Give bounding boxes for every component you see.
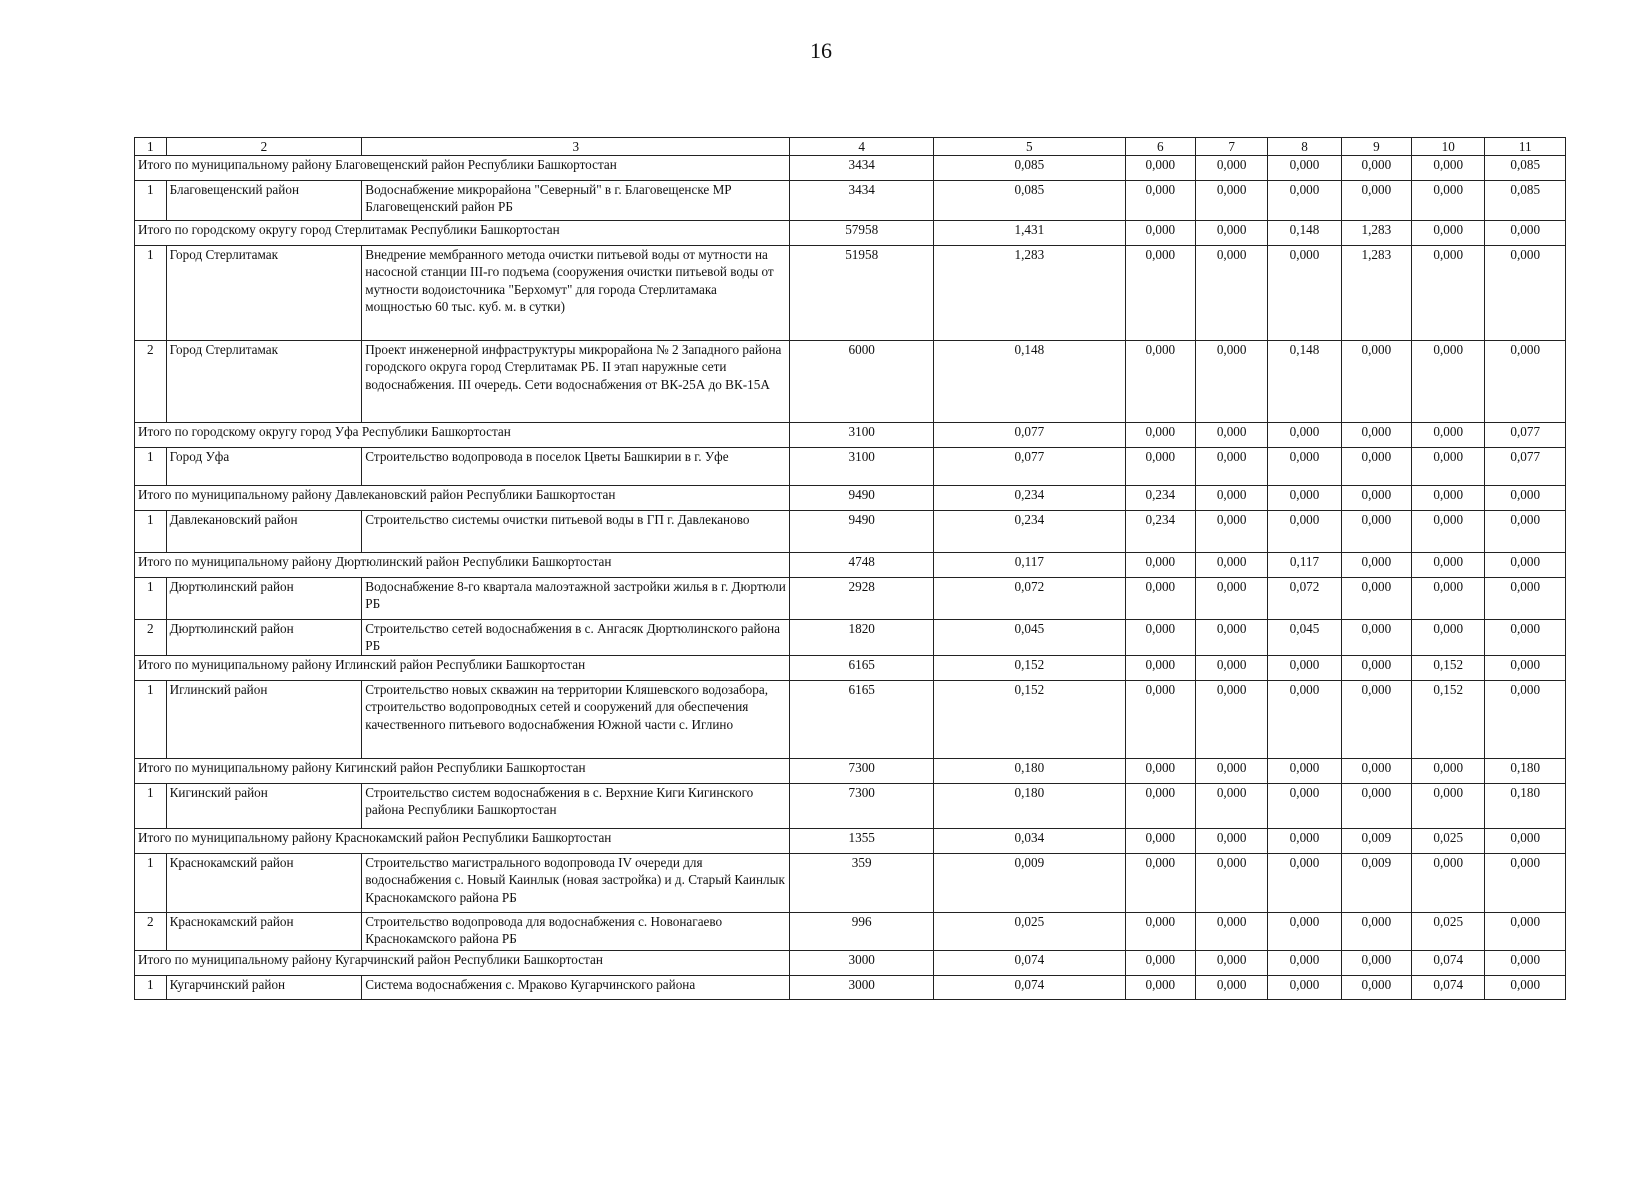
value-cell-c11: 0,000 — [1485, 975, 1566, 999]
district-cell: Дюртюлинский район — [166, 578, 362, 620]
project-cell: Строительство водопровода для водоснабжения с. Новонагаево Краснокамского района РБ — [362, 912, 790, 950]
value-cell-c10: 0,000 — [1412, 783, 1485, 828]
district-cell: Краснокамский район — [166, 853, 362, 912]
group-total-c5: 0,085 — [934, 156, 1126, 181]
group-total-c7: 0,000 — [1195, 423, 1267, 448]
value-cell-c4: 3100 — [790, 448, 934, 486]
group-total-c8: 0,117 — [1268, 553, 1341, 578]
value-cell-c5: 0,045 — [934, 620, 1126, 656]
value-cell-c5: 1,283 — [934, 246, 1126, 341]
value-cell-c11: 0,000 — [1485, 912, 1566, 950]
value-cell-c4: 3434 — [790, 181, 934, 221]
project-cell: Строительство водопровода в поселок Цветы Башкирии в г. Уфе — [362, 448, 790, 486]
group-total-label: Итого по муниципальному району Краснокамский район Республики Башкортостан — [135, 828, 790, 853]
group-total-c5: 0,077 — [934, 423, 1126, 448]
project-cell: Строительство систем водоснабжения в с. Верхние Киги Кигинского района Республики Башкортостан — [362, 783, 790, 828]
value-cell-c5: 0,234 — [934, 511, 1126, 553]
group-total-c5: 0,234 — [934, 486, 1126, 511]
value-cell-c6: 0,000 — [1125, 341, 1195, 423]
value-cell-c6: 0,000 — [1125, 448, 1195, 486]
group-total-row — [135, 758, 1566, 783]
column-number-cell: 5 — [934, 138, 1126, 156]
group-total-c11: 0,000 — [1485, 553, 1566, 578]
group-total-c9: 0,000 — [1341, 486, 1411, 511]
value-cell-c8: 0,000 — [1268, 511, 1341, 553]
project-cell: Строительство магистрального водопровода IV очереди для водоснабжения с. Новый Каинлык (новая застройка) и д. Старый Каинлык Краснокамского района РБ — [362, 853, 790, 912]
value-cell-c9: 1,283 — [1341, 246, 1411, 341]
value-cell-c4: 996 — [790, 912, 934, 950]
group-total-c8: 0,000 — [1268, 423, 1341, 448]
row-number-cell: 1 — [135, 181, 167, 221]
table-row — [135, 975, 1566, 999]
table-row — [135, 620, 1566, 656]
group-total-c10: 0,000 — [1412, 221, 1485, 246]
group-total-c8: 0,000 — [1268, 486, 1341, 511]
group-total-c4: 6165 — [790, 655, 934, 680]
group-total-c7: 0,000 — [1195, 486, 1267, 511]
value-cell-c9: 0,000 — [1341, 448, 1411, 486]
value-cell-c8: 0,000 — [1268, 680, 1341, 758]
group-total-c7: 0,000 — [1195, 758, 1267, 783]
value-cell-c10: 0,000 — [1412, 620, 1485, 656]
table-row — [135, 853, 1566, 912]
group-total-c6: 0,000 — [1125, 156, 1195, 181]
value-cell-c7: 0,000 — [1195, 912, 1267, 950]
group-total-c4: 3100 — [790, 423, 934, 448]
column-number-cell: 10 — [1412, 138, 1485, 156]
value-cell-c7: 0,000 — [1195, 341, 1267, 423]
district-cell: Дюртюлинский район — [166, 620, 362, 656]
group-total-c4: 57958 — [790, 221, 934, 246]
group-total-label: Итого по муниципальному району Кигинский район Республики Башкортостан — [135, 758, 790, 783]
value-cell-c5: 0,074 — [934, 975, 1126, 999]
value-cell-c4: 6000 — [790, 341, 934, 423]
group-total-c4: 1355 — [790, 828, 934, 853]
group-total-c10: 0,074 — [1412, 950, 1485, 975]
value-cell-c10: 0,074 — [1412, 975, 1485, 999]
value-cell-c7: 0,000 — [1195, 578, 1267, 620]
table-row — [135, 783, 1566, 828]
column-number-row — [135, 138, 1566, 156]
value-cell-c7: 0,000 — [1195, 620, 1267, 656]
group-total-c7: 0,000 — [1195, 156, 1267, 181]
group-total-c6: 0,000 — [1125, 828, 1195, 853]
column-number-cell: 3 — [362, 138, 790, 156]
value-cell-c8: 0,000 — [1268, 853, 1341, 912]
group-total-c11: 0,000 — [1485, 828, 1566, 853]
value-cell-c7: 0,000 — [1195, 448, 1267, 486]
row-number-cell: 2 — [135, 341, 167, 423]
page-number: 16 — [810, 38, 832, 63]
group-total-c11: 0,000 — [1485, 221, 1566, 246]
row-number-cell: 1 — [135, 975, 167, 999]
value-cell-c7: 0,000 — [1195, 783, 1267, 828]
value-cell-c7: 0,000 — [1195, 511, 1267, 553]
value-cell-c8: 0,000 — [1268, 975, 1341, 999]
column-number-cell: 1 — [135, 138, 167, 156]
row-number-cell: 1 — [135, 511, 167, 553]
value-cell-c6: 0,234 — [1125, 511, 1195, 553]
group-total-c6: 0,000 — [1125, 221, 1195, 246]
district-cell: Кигинский район — [166, 783, 362, 828]
group-total-c9: 0,000 — [1341, 553, 1411, 578]
value-cell-c11: 0,085 — [1485, 181, 1566, 221]
value-cell-c9: 0,000 — [1341, 578, 1411, 620]
group-total-c10: 0,000 — [1412, 758, 1485, 783]
group-total-c10: 0,000 — [1412, 156, 1485, 181]
group-total-c6: 0,000 — [1125, 553, 1195, 578]
column-number-cell: 6 — [1125, 138, 1195, 156]
value-cell-c11: 0,077 — [1485, 448, 1566, 486]
value-cell-c10: 0,152 — [1412, 680, 1485, 758]
value-cell-c5: 0,025 — [934, 912, 1126, 950]
group-total-c11: 0,180 — [1485, 758, 1566, 783]
value-cell-c10: 0,000 — [1412, 341, 1485, 423]
group-total-c9: 0,000 — [1341, 950, 1411, 975]
value-cell-c11: 0,000 — [1485, 620, 1566, 656]
value-cell-c8: 0,148 — [1268, 341, 1341, 423]
value-cell-c5: 0,077 — [934, 448, 1126, 486]
value-cell-c9: 0,009 — [1341, 853, 1411, 912]
group-total-c9: 0,000 — [1341, 423, 1411, 448]
row-number-cell: 1 — [135, 783, 167, 828]
value-cell-c8: 0,000 — [1268, 246, 1341, 341]
group-total-row — [135, 156, 1566, 181]
column-number-cell: 8 — [1268, 138, 1341, 156]
group-total-c9: 0,000 — [1341, 655, 1411, 680]
value-cell-c8: 0,000 — [1268, 181, 1341, 221]
group-total-c5: 0,034 — [934, 828, 1126, 853]
row-number-cell: 2 — [135, 620, 167, 656]
district-cell: Иглинский район — [166, 680, 362, 758]
value-cell-c9: 0,000 — [1341, 912, 1411, 950]
table-row — [135, 511, 1566, 553]
value-cell-c10: 0,000 — [1412, 511, 1485, 553]
group-total-label: Итого по муниципальному району Иглинский район Республики Башкортостан — [135, 655, 790, 680]
value-cell-c6: 0,000 — [1125, 853, 1195, 912]
value-cell-c7: 0,000 — [1195, 181, 1267, 221]
value-cell-c5: 0,009 — [934, 853, 1126, 912]
group-total-c10: 0,000 — [1412, 553, 1485, 578]
value-cell-c4: 359 — [790, 853, 934, 912]
row-number-cell: 1 — [135, 578, 167, 620]
group-total-c11: 0,000 — [1485, 950, 1566, 975]
value-cell-c5: 0,085 — [934, 181, 1126, 221]
table-row — [135, 680, 1566, 758]
value-cell-c10: 0,000 — [1412, 448, 1485, 486]
column-number-cell: 4 — [790, 138, 934, 156]
value-cell-c11: 0,000 — [1485, 511, 1566, 553]
value-cell-c9: 0,000 — [1341, 783, 1411, 828]
value-cell-c10: 0,000 — [1412, 181, 1485, 221]
group-total-c7: 0,000 — [1195, 828, 1267, 853]
group-total-c4: 4748 — [790, 553, 934, 578]
group-total-c6: 0,000 — [1125, 950, 1195, 975]
group-total-c8: 0,148 — [1268, 221, 1341, 246]
value-cell-c5: 0,072 — [934, 578, 1126, 620]
project-cell: Водоснабжение 8-го квартала малоэтажной застройки жилья в г. Дюртюли РБ — [362, 578, 790, 620]
group-total-c4: 7300 — [790, 758, 934, 783]
column-number-cell: 9 — [1341, 138, 1411, 156]
group-total-c5: 0,074 — [934, 950, 1126, 975]
group-total-c9: 0,009 — [1341, 828, 1411, 853]
value-cell-c6: 0,000 — [1125, 783, 1195, 828]
value-cell-c4: 3000 — [790, 975, 934, 999]
group-total-c8: 0,000 — [1268, 828, 1341, 853]
group-total-c10: 0,000 — [1412, 486, 1485, 511]
table-row — [135, 246, 1566, 341]
group-total-c6: 0,000 — [1125, 655, 1195, 680]
value-cell-c4: 7300 — [790, 783, 934, 828]
group-total-c7: 0,000 — [1195, 221, 1267, 246]
group-total-row — [135, 486, 1566, 511]
group-total-c11: 0,077 — [1485, 423, 1566, 448]
value-cell-c11: 0,000 — [1485, 246, 1566, 341]
group-total-row — [135, 553, 1566, 578]
project-cell: Строительство новых скважин на территории Кляшевского водозабора, строительство водопроводных сетей и сооружений для обеспечения качественного питьевого водоснабжения Южной части с. Иглино — [362, 680, 790, 758]
district-cell: Давлекановский район — [166, 511, 362, 553]
value-cell-c5: 0,148 — [934, 341, 1126, 423]
column-number-cell: 7 — [1195, 138, 1267, 156]
project-cell: Строительство системы очистки питьевой воды в ГП г. Давлеканово — [362, 511, 790, 553]
group-total-row — [135, 221, 1566, 246]
value-cell-c4: 1820 — [790, 620, 934, 656]
group-total-c6: 0,234 — [1125, 486, 1195, 511]
group-total-c8: 0,000 — [1268, 950, 1341, 975]
group-total-c8: 0,000 — [1268, 156, 1341, 181]
value-cell-c10: 0,025 — [1412, 912, 1485, 950]
group-total-label: Итого по муниципальному району Дюртюлинский район Республики Башкортостан — [135, 553, 790, 578]
value-cell-c6: 0,000 — [1125, 578, 1195, 620]
project-cell: Проект инженерной инфраструктуры микрорайона № 2 Западного района городского округа город Стерлитамак РБ. II этап наружные сети водоснабжения. III очередь. Сети водоснабжения от ВК-25А до ВК-15А — [362, 341, 790, 423]
group-total-label: Итого по муниципальному району Кугарчинский район Республики Башкортостан — [135, 950, 790, 975]
row-number-cell: 1 — [135, 680, 167, 758]
group-total-c11: 0,085 — [1485, 156, 1566, 181]
value-cell-c11: 0,180 — [1485, 783, 1566, 828]
value-cell-c10: 0,000 — [1412, 246, 1485, 341]
group-total-c4: 3434 — [790, 156, 934, 181]
group-total-c5: 0,152 — [934, 655, 1126, 680]
group-total-row — [135, 950, 1566, 975]
table-row — [135, 578, 1566, 620]
group-total-c5: 1,431 — [934, 221, 1126, 246]
group-total-c9: 0,000 — [1341, 156, 1411, 181]
value-cell-c8: 0,000 — [1268, 912, 1341, 950]
value-cell-c9: 0,000 — [1341, 511, 1411, 553]
column-number-cell: 11 — [1485, 138, 1566, 156]
group-total-c5: 0,117 — [934, 553, 1126, 578]
group-total-c4: 3000 — [790, 950, 934, 975]
value-cell-c8: 0,045 — [1268, 620, 1341, 656]
group-total-c6: 0,000 — [1125, 423, 1195, 448]
value-cell-c6: 0,000 — [1125, 912, 1195, 950]
value-cell-c10: 0,000 — [1412, 853, 1485, 912]
group-total-c9: 1,283 — [1341, 221, 1411, 246]
value-cell-c6: 0,000 — [1125, 620, 1195, 656]
value-cell-c7: 0,000 — [1195, 680, 1267, 758]
group-total-label: Итого по городскому округу город Уфа Республики Башкортостан — [135, 423, 790, 448]
column-number-cell: 2 — [166, 138, 362, 156]
row-number-cell: 1 — [135, 246, 167, 341]
row-number-cell: 1 — [135, 853, 167, 912]
value-cell-c4: 51958 — [790, 246, 934, 341]
value-cell-c7: 0,000 — [1195, 853, 1267, 912]
group-total-label: Итого по городскому округу город Стерлитамак Республики Башкортостан — [135, 221, 790, 246]
value-cell-c7: 0,000 — [1195, 246, 1267, 341]
group-total-c11: 0,000 — [1485, 655, 1566, 680]
district-cell: Благовещенский район — [166, 181, 362, 221]
table-row — [135, 448, 1566, 486]
group-total-c10: 0,000 — [1412, 423, 1485, 448]
row-number-cell: 2 — [135, 912, 167, 950]
value-cell-c5: 0,152 — [934, 680, 1126, 758]
district-cell: Город Уфа — [166, 448, 362, 486]
group-total-c8: 0,000 — [1268, 655, 1341, 680]
group-total-c5: 0,180 — [934, 758, 1126, 783]
report-table — [134, 137, 1566, 1000]
value-cell-c4: 2928 — [790, 578, 934, 620]
group-total-c6: 0,000 — [1125, 758, 1195, 783]
group-total-label: Итого по муниципальному району Давлекановский район Республики Башкортостан — [135, 486, 790, 511]
group-total-row — [135, 655, 1566, 680]
district-cell: Город Стерлитамак — [166, 341, 362, 423]
group-total-c7: 0,000 — [1195, 950, 1267, 975]
table-row — [135, 341, 1566, 423]
value-cell-c9: 0,000 — [1341, 975, 1411, 999]
value-cell-c8: 0,000 — [1268, 448, 1341, 486]
group-total-c9: 0,000 — [1341, 758, 1411, 783]
district-cell: Кугарчинский район — [166, 975, 362, 999]
group-total-c10: 0,152 — [1412, 655, 1485, 680]
project-cell: Водоснабжение микрорайона "Северный" в г. Благовещенске МР Благовещенский район РБ — [362, 181, 790, 221]
value-cell-c9: 0,000 — [1341, 181, 1411, 221]
group-total-c10: 0,025 — [1412, 828, 1485, 853]
value-cell-c6: 0,000 — [1125, 975, 1195, 999]
value-cell-c11: 0,000 — [1485, 341, 1566, 423]
group-total-c11: 0,000 — [1485, 486, 1566, 511]
value-cell-c9: 0,000 — [1341, 680, 1411, 758]
group-total-c8: 0,000 — [1268, 758, 1341, 783]
value-cell-c11: 0,000 — [1485, 578, 1566, 620]
value-cell-c10: 0,000 — [1412, 578, 1485, 620]
group-total-c7: 0,000 — [1195, 553, 1267, 578]
value-cell-c4: 9490 — [790, 511, 934, 553]
value-cell-c7: 0,000 — [1195, 975, 1267, 999]
value-cell-c11: 0,000 — [1485, 853, 1566, 912]
value-cell-c4: 6165 — [790, 680, 934, 758]
group-total-label: Итого по муниципальному району Благовещенский район Республики Башкортостан — [135, 156, 790, 181]
project-cell: Строительство сетей водоснабжения в с. Ангасяк Дюртюлинского района РБ — [362, 620, 790, 656]
group-total-row — [135, 423, 1566, 448]
district-cell: Город Стерлитамак — [166, 246, 362, 341]
table-row — [135, 181, 1566, 221]
table-row — [135, 912, 1566, 950]
value-cell-c8: 0,000 — [1268, 783, 1341, 828]
project-cell: Система водоснабжения с. Мраково Кугарчинского района — [362, 975, 790, 999]
value-cell-c5: 0,180 — [934, 783, 1126, 828]
value-cell-c6: 0,000 — [1125, 680, 1195, 758]
district-cell: Краснокамский район — [166, 912, 362, 950]
row-number-cell: 1 — [135, 448, 167, 486]
report-body — [135, 138, 1566, 1000]
project-cell: Внедрение мембранного метода очистки питьевой воды от мутности на насосной станции III-го подъема (сооружения очистки питьевой воды от мутности водоисточника "Берхомут" для города Стерлитамака мощностью 60 тыс. куб. м. в сутки) — [362, 246, 790, 341]
value-cell-c6: 0,000 — [1125, 246, 1195, 341]
group-total-row — [135, 828, 1566, 853]
value-cell-c9: 0,000 — [1341, 341, 1411, 423]
value-cell-c11: 0,000 — [1485, 680, 1566, 758]
group-total-c4: 9490 — [790, 486, 934, 511]
value-cell-c8: 0,072 — [1268, 578, 1341, 620]
value-cell-c9: 0,000 — [1341, 620, 1411, 656]
value-cell-c6: 0,000 — [1125, 181, 1195, 221]
group-total-c7: 0,000 — [1195, 655, 1267, 680]
